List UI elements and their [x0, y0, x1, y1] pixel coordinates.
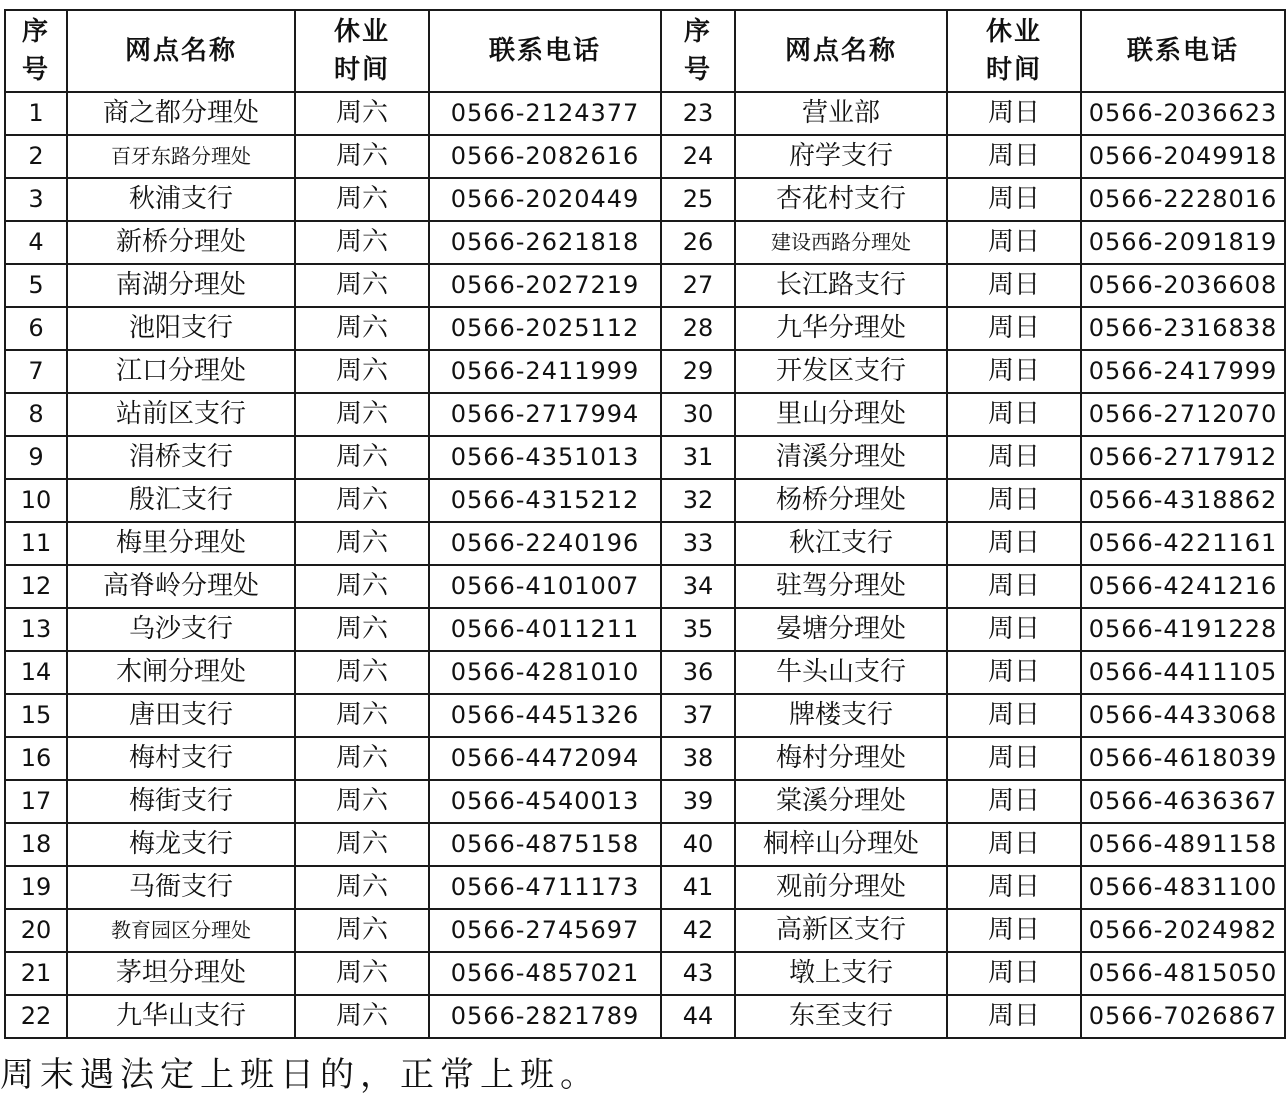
rest-day-cell: 周六: [295, 307, 429, 350]
phone-cell: 0566-4472094: [429, 737, 661, 780]
seq-cell: 1: [5, 92, 67, 135]
header-phone: 联系电话: [429, 10, 661, 92]
seq-cell: 14: [5, 651, 67, 694]
rest-day-cell: 周六: [295, 221, 429, 264]
table-row: [5, 651, 1285, 694]
phone-cell-right: 0566-4191228: [1081, 608, 1285, 651]
phone-cell-right: 0566-4636367: [1081, 780, 1285, 823]
seq-cell: 6: [5, 307, 67, 350]
rest-day-cell-right: 周日: [947, 737, 1081, 780]
branch-name-cell: 站前区支行: [67, 393, 295, 436]
seq-cell-right: 25: [661, 178, 735, 221]
phone-cell-right: 0566-4221161: [1081, 522, 1285, 565]
branch-name-cell-right: 牛头山支行: [735, 651, 947, 694]
table-row: [5, 737, 1285, 780]
phone-cell: 0566-4315212: [429, 479, 661, 522]
phone-cell: 0566-2020449: [429, 178, 661, 221]
table-row: [5, 866, 1285, 909]
rest-day-cell-right: 周日: [947, 350, 1081, 393]
branch-name-cell: 殷汇支行: [67, 479, 295, 522]
rest-day-cell: 周六: [295, 651, 429, 694]
header-row: [5, 10, 1285, 92]
branch-name-cell: 江口分理处: [67, 350, 295, 393]
phone-cell: 0566-4101007: [429, 565, 661, 608]
table-row: [5, 436, 1285, 479]
branch-name-cell: 梅村支行: [67, 737, 295, 780]
header-rest-2: [947, 10, 1081, 92]
branch-name-cell: 百牙东路分理处: [67, 135, 295, 178]
table-row: [5, 780, 1285, 823]
seq-cell-right: 43: [661, 952, 735, 995]
branch-name-cell-right: 梅村分理处: [735, 737, 947, 780]
rest-day-cell-right: 周日: [947, 436, 1081, 479]
phone-cell: 0566-2717994: [429, 393, 661, 436]
phone-cell-right: 0566-2717912: [1081, 436, 1285, 479]
seq-cell-right: 33: [661, 522, 735, 565]
rest-day-cell-right: 周日: [947, 952, 1081, 995]
seq-cell: 13: [5, 608, 67, 651]
phone-cell: 0566-2082616: [429, 135, 661, 178]
branch-name-cell: 乌沙支行: [67, 608, 295, 651]
rest-day-cell-right: 周日: [947, 479, 1081, 522]
rest-day-cell-right: 周日: [947, 608, 1081, 651]
seq-cell: 10: [5, 479, 67, 522]
phone-cell-right: 0566-2036608: [1081, 264, 1285, 307]
branch-name-cell-right: 清溪分理处: [735, 436, 947, 479]
seq-cell: 19: [5, 866, 67, 909]
phone-cell: 0566-4351013: [429, 436, 661, 479]
rest-day-cell: 周六: [295, 264, 429, 307]
seq-cell-right: 30: [661, 393, 735, 436]
phone-cell-right: 0566-4815050: [1081, 952, 1285, 995]
branch-name-cell-right: 晏塘分理处: [735, 608, 947, 651]
phone-cell-right: 0566-4618039: [1081, 737, 1285, 780]
table-row: [5, 694, 1285, 737]
seq-cell: 7: [5, 350, 67, 393]
phone-cell-right: 0566-4433068: [1081, 694, 1285, 737]
rest-day-cell: 周六: [295, 178, 429, 221]
branch-name-cell-right: 九华分理处: [735, 307, 947, 350]
seq-cell: 21: [5, 952, 67, 995]
phone-cell-right: 0566-7026867: [1081, 995, 1285, 1038]
phone-cell-right: 0566-2417999: [1081, 350, 1285, 393]
branch-name-cell: 商之都分理处: [67, 92, 295, 135]
seq-cell: 17: [5, 780, 67, 823]
branch-name-cell-right: 里山分理处: [735, 393, 947, 436]
phone-cell-right: 0566-4241216: [1081, 565, 1285, 608]
seq-cell: 9: [5, 436, 67, 479]
seq-cell-right: 31: [661, 436, 735, 479]
phone-cell: 0566-4857021: [429, 952, 661, 995]
phone-cell: 0566-4540013: [429, 780, 661, 823]
phone-cell-right: 0566-2712070: [1081, 393, 1285, 436]
header-rest-2-line1: 休业: [985, 17, 1042, 47]
rest-day-cell: 周六: [295, 694, 429, 737]
branch-name-cell-right: 牌楼支行: [735, 694, 947, 737]
table-row: [5, 823, 1285, 866]
phone-cell-right: 0566-4831100: [1081, 866, 1285, 909]
phone-cell-right: 0566-2036623: [1081, 92, 1285, 135]
rest-day-cell-right: 周日: [947, 264, 1081, 307]
phone-cell-right: 0566-2024982: [1081, 909, 1285, 952]
phone-cell: 0566-2745697: [429, 909, 661, 952]
branch-name-cell-right: 秋江支行: [735, 522, 947, 565]
seq-cell: 18: [5, 823, 67, 866]
table-row: [5, 264, 1285, 307]
branch-name-cell: 涓桥支行: [67, 436, 295, 479]
branch-name-cell-right: 观前分理处: [735, 866, 947, 909]
branch-name-cell: 秋浦支行: [67, 178, 295, 221]
rest-day-cell-right: 周日: [947, 995, 1081, 1038]
rest-day-cell: 周六: [295, 522, 429, 565]
branch-name-cell-right: 东至支行: [735, 995, 947, 1038]
seq-cell: 20: [5, 909, 67, 952]
table-row: [5, 909, 1285, 952]
branch-name-cell: 南湖分理处: [67, 264, 295, 307]
rest-day-cell: 周六: [295, 479, 429, 522]
branch-name-cell-right: 墩上支行: [735, 952, 947, 995]
branch-schedule-table-container: [4, 9, 1284, 1039]
phone-cell-right: 0566-2316838: [1081, 307, 1285, 350]
seq-cell: 11: [5, 522, 67, 565]
rest-day-cell: 周六: [295, 995, 429, 1038]
phone-cell: 0566-2240196: [429, 522, 661, 565]
rest-day-cell: 周六: [295, 393, 429, 436]
branch-name-cell-right: 杨桥分理处: [735, 479, 947, 522]
seq-cell-right: 24: [661, 135, 735, 178]
phone-cell: 0566-4711173: [429, 866, 661, 909]
table-row: [5, 221, 1285, 264]
branch-name-cell: 高脊岭分理处: [67, 565, 295, 608]
phone-cell: 0566-2411999: [429, 350, 661, 393]
seq-cell-right: 35: [661, 608, 735, 651]
branch-name-cell: 梅龙支行: [67, 823, 295, 866]
seq-cell-right: 38: [661, 737, 735, 780]
branch-name-cell-right: 营业部: [735, 92, 947, 135]
rest-day-cell: 周六: [295, 350, 429, 393]
phone-cell: 0566-2027219: [429, 264, 661, 307]
rest-day-cell: 周六: [295, 952, 429, 995]
branch-name-cell-right: 建设西路分理处: [735, 221, 947, 264]
table-row: [5, 479, 1285, 522]
phone-cell-right: 0566-4318862: [1081, 479, 1285, 522]
rest-day-cell: 周六: [295, 866, 429, 909]
seq-cell-right: 44: [661, 995, 735, 1038]
rest-day-cell: 周六: [295, 565, 429, 608]
table-row: [5, 393, 1285, 436]
seq-cell-right: 23: [661, 92, 735, 135]
header-seq-2-line1: 序: [683, 17, 712, 47]
seq-cell-right: 27: [661, 264, 735, 307]
branch-name-cell: 梅街支行: [67, 780, 295, 823]
header-seq-2-line2: 号: [683, 55, 712, 85]
seq-cell-right: 42: [661, 909, 735, 952]
seq-cell: 22: [5, 995, 67, 1038]
seq-cell-right: 32: [661, 479, 735, 522]
table-row: [5, 522, 1285, 565]
branch-name-cell: 茅坦分理处: [67, 952, 295, 995]
table-row: [5, 565, 1285, 608]
seq-cell: 8: [5, 393, 67, 436]
header-rest-line2: 时间: [333, 55, 390, 85]
seq-cell-right: 34: [661, 565, 735, 608]
seq-cell-right: 28: [661, 307, 735, 350]
branch-name-cell: 九华山支行: [67, 995, 295, 1038]
header-rest-line1: 休业: [333, 17, 390, 47]
table-row: [5, 178, 1285, 221]
header-seq-line2: 号: [21, 55, 50, 85]
seq-cell: 15: [5, 694, 67, 737]
rest-day-cell-right: 周日: [947, 694, 1081, 737]
rest-day-cell-right: 周日: [947, 780, 1081, 823]
phone-cell: 0566-4875158: [429, 823, 661, 866]
branch-name-cell: 马衙支行: [67, 866, 295, 909]
branch-name-cell-right: 桐梓山分理处: [735, 823, 947, 866]
rest-day-cell-right: 周日: [947, 866, 1081, 909]
table-body: [5, 92, 1285, 1038]
header-phone-2: 联系电话: [1081, 10, 1285, 92]
phone-cell: 0566-4011211: [429, 608, 661, 651]
seq-cell: 16: [5, 737, 67, 780]
rest-day-cell-right: 周日: [947, 92, 1081, 135]
rest-day-cell-right: 周日: [947, 909, 1081, 952]
branch-name-cell: 教育园区分理处: [67, 909, 295, 952]
branch-name-cell: 池阳支行: [67, 307, 295, 350]
seq-cell: 12: [5, 565, 67, 608]
table-row: [5, 307, 1285, 350]
table-row: [5, 135, 1285, 178]
phone-cell: 0566-4451326: [429, 694, 661, 737]
rest-day-cell-right: 周日: [947, 307, 1081, 350]
rest-day-cell-right: 周日: [947, 221, 1081, 264]
phone-cell: 0566-2621818: [429, 221, 661, 264]
rest-day-cell-right: 周日: [947, 565, 1081, 608]
header-seq-2: [661, 10, 735, 92]
rest-day-cell: 周六: [295, 737, 429, 780]
rest-day-cell-right: 周日: [947, 651, 1081, 694]
phone-cell-right: 0566-2228016: [1081, 178, 1285, 221]
branch-name-cell-right: 驻驾分理处: [735, 565, 947, 608]
seq-cell: 3: [5, 178, 67, 221]
seq-cell-right: 41: [661, 866, 735, 909]
branch-name-cell: 新桥分理处: [67, 221, 295, 264]
seq-cell-right: 26: [661, 221, 735, 264]
seq-cell: 5: [5, 264, 67, 307]
branch-name-cell: 唐田支行: [67, 694, 295, 737]
table-row: [5, 608, 1285, 651]
rest-day-cell-right: 周日: [947, 823, 1081, 866]
branch-name-cell: 木闸分理处: [67, 651, 295, 694]
phone-cell: 0566-2124377: [429, 92, 661, 135]
rest-day-cell-right: 周日: [947, 393, 1081, 436]
table-row: [5, 92, 1285, 135]
phone-cell-right: 0566-4411105: [1081, 651, 1285, 694]
seq-cell: 2: [5, 135, 67, 178]
rest-day-cell: 周六: [295, 823, 429, 866]
seq-cell-right: 40: [661, 823, 735, 866]
phone-cell: 0566-4281010: [429, 651, 661, 694]
header-name-2: 网点名称: [735, 10, 947, 92]
phone-cell: 0566-2025112: [429, 307, 661, 350]
branch-name-cell-right: 高新区支行: [735, 909, 947, 952]
branch-name-cell-right: 杏花村支行: [735, 178, 947, 221]
branch-name-cell-right: 府学支行: [735, 135, 947, 178]
rest-day-cell: 周六: [295, 909, 429, 952]
phone-cell-right: 0566-2091819: [1081, 221, 1285, 264]
rest-day-cell: 周六: [295, 436, 429, 479]
header-rest: [295, 10, 429, 92]
rest-day-cell-right: 周日: [947, 135, 1081, 178]
rest-day-cell: 周六: [295, 92, 429, 135]
seq-cell-right: 39: [661, 780, 735, 823]
table-row: [5, 995, 1285, 1038]
rest-day-cell-right: 周日: [947, 178, 1081, 221]
table-row: [5, 952, 1285, 995]
seq-cell: 4: [5, 221, 67, 264]
phone-cell-right: 0566-4891158: [1081, 823, 1285, 866]
branch-name-cell-right: 开发区支行: [735, 350, 947, 393]
seq-cell-right: 29: [661, 350, 735, 393]
rest-day-cell: 周六: [295, 608, 429, 651]
phone-cell-right: 0566-2049918: [1081, 135, 1285, 178]
header-name: 网点名称: [67, 10, 295, 92]
seq-cell-right: 36: [661, 651, 735, 694]
header-seq-line1: 序: [21, 17, 50, 47]
branch-name-cell-right: 长江路支行: [735, 264, 947, 307]
branch-schedule-table: [4, 9, 1286, 1039]
rest-day-cell: 周六: [295, 135, 429, 178]
header-seq: [5, 10, 67, 92]
seq-cell-right: 37: [661, 694, 735, 737]
branch-name-cell: 梅里分理处: [67, 522, 295, 565]
branch-name-cell-right: 棠溪分理处: [735, 780, 947, 823]
rest-day-cell: 周六: [295, 780, 429, 823]
footnote-text: 周末遇法定上班日的，正常上班。: [0, 1055, 600, 1095]
phone-cell: 0566-2821789: [429, 995, 661, 1038]
table-row: [5, 350, 1285, 393]
header-rest-2-line2: 时间: [985, 55, 1042, 85]
rest-day-cell-right: 周日: [947, 522, 1081, 565]
